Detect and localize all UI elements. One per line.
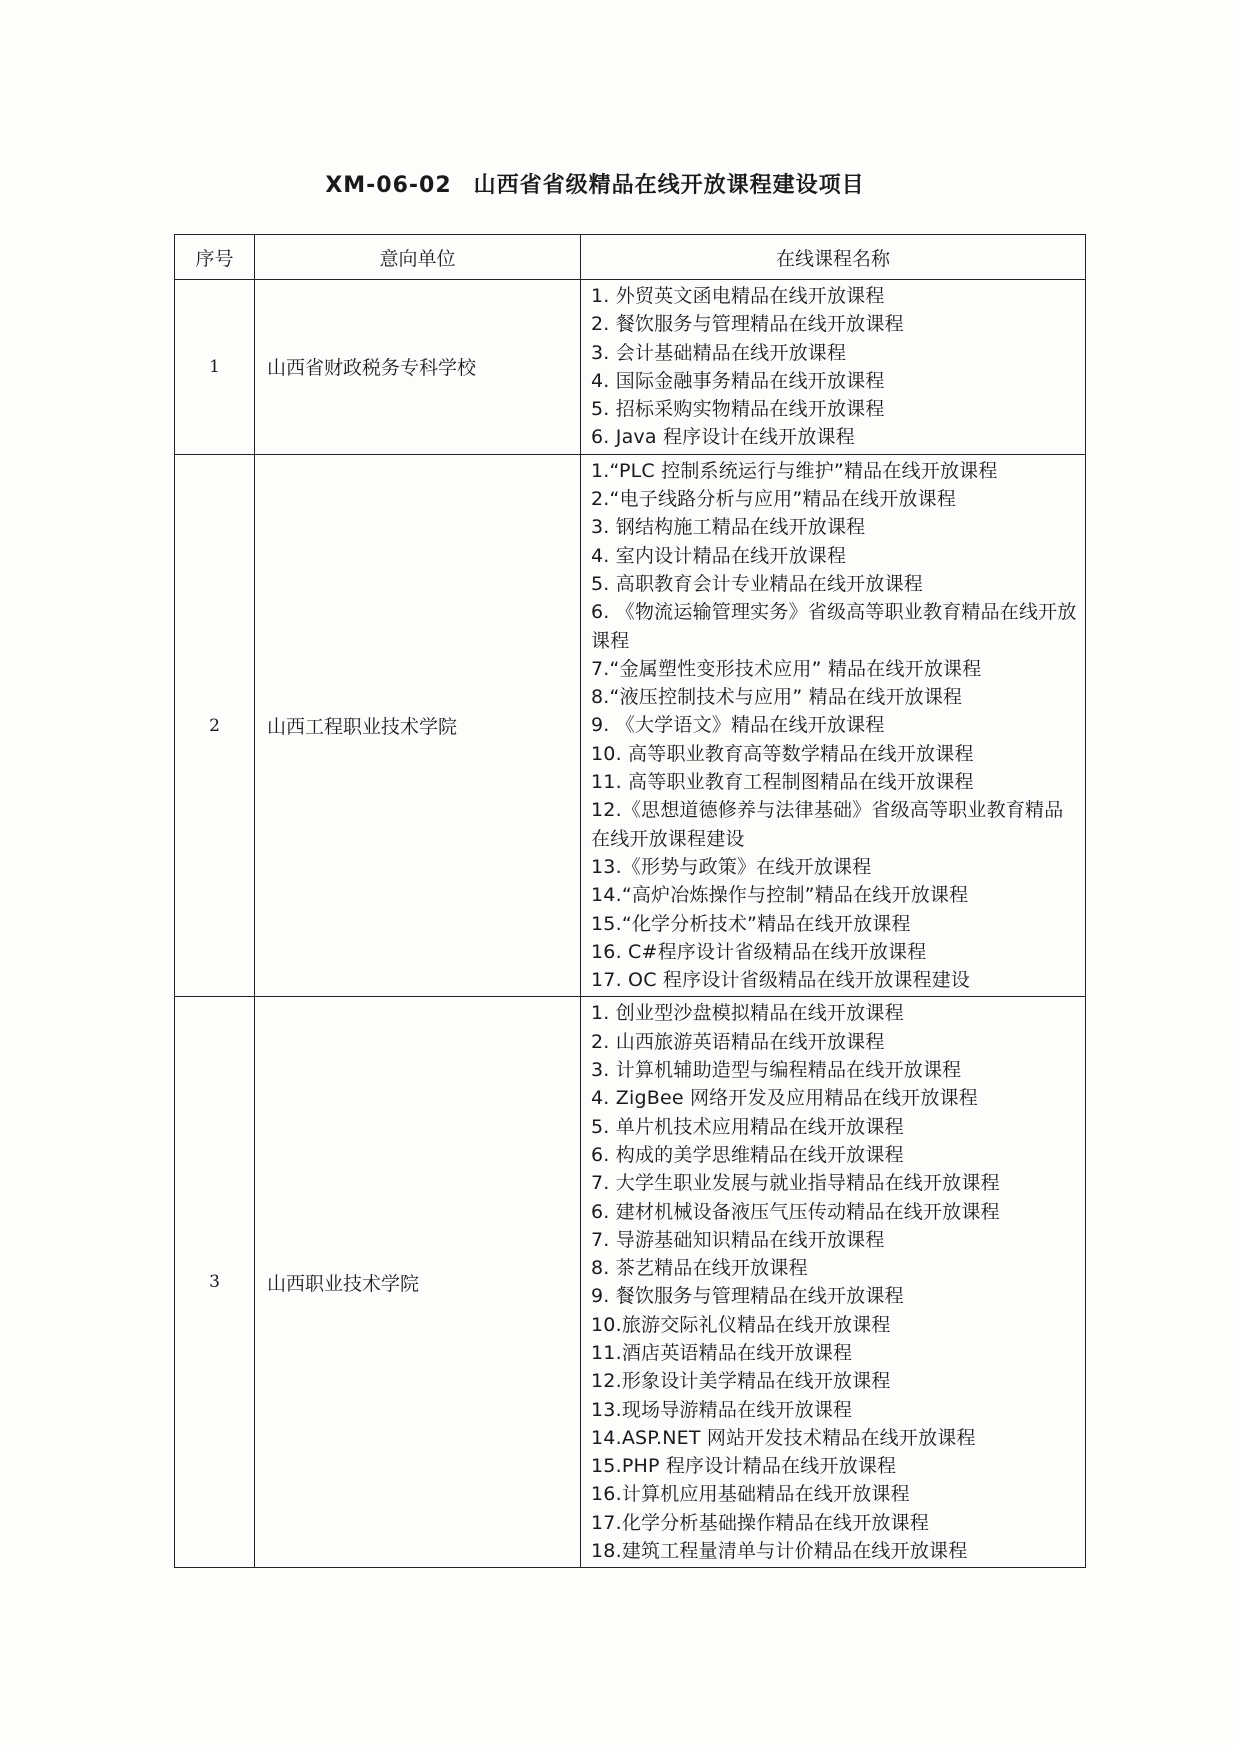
- row-number: 2: [175, 454, 255, 997]
- course-item: 10. 高等职业教育高等数学精品在线开放课程: [591, 742, 974, 765]
- course-item: 7. 大学生职业发展与就业指导精品在线开放课程: [591, 1172, 1000, 1195]
- course-item: 17. OC 程序设计省级精品在线开放课程建设: [591, 969, 971, 992]
- course-item: 6. 构成的美学思维精品在线开放课程: [591, 1143, 904, 1166]
- course-list: [591, 457, 1081, 995]
- title-code: XM-06-02: [325, 173, 452, 198]
- course-item: 1.“PLC 控制系统运行与维护”精品在线开放课程: [591, 459, 998, 482]
- page-title: [0, 168, 1190, 199]
- course-item: 10.旅游交际礼仪精品在线开放课程: [591, 1313, 891, 1336]
- course-item: 18.建筑工程量清单与计价精品在线开放课程: [591, 1540, 968, 1563]
- course-item: 9. 《大学语文》精品在线开放课程: [591, 714, 885, 737]
- row-number: 1: [175, 280, 255, 455]
- course-item: 7. 导游基础知识精品在线开放课程: [591, 1228, 885, 1251]
- course-item: 8.“液压控制技术与应用” 精品在线开放课程: [591, 686, 963, 709]
- table-row: [175, 280, 1086, 455]
- project-table: [174, 234, 1086, 1568]
- course-item: 6. 建材机械设备液压气压传动精品在线开放课程: [591, 1200, 1000, 1223]
- course-item: 5. 高职教育会计专业精品在线开放课程: [591, 572, 923, 595]
- unit-name: 山西职业技术学院: [255, 997, 581, 1568]
- course-item: 2. 山西旅游英语精品在线开放课程: [591, 1030, 885, 1053]
- table-row: [175, 997, 1086, 1568]
- course-item: 11. 高等职业教育工程制图精品在线开放课程: [591, 771, 974, 794]
- course-item: 12.《思想道德修养与法律基础》省级高等职业教育精品在线开放课程建设: [591, 799, 1064, 850]
- course-item: 3. 会计基础精品在线开放课程: [591, 341, 847, 364]
- course-item: 6. 《物流运输管理实务》省级高等职业教育精品在线开放课程: [591, 601, 1077, 652]
- course-list-cell: [581, 997, 1086, 1568]
- course-item: 14.“高炉冶炼操作与控制”精品在线开放课程: [591, 884, 969, 907]
- course-list: [591, 282, 1081, 452]
- course-item: 15.PHP 程序设计精品在线开放课程: [591, 1455, 897, 1478]
- course-item: 11.酒店英语精品在线开放课程: [591, 1341, 853, 1364]
- course-list-cell: [581, 280, 1086, 455]
- course-item: 13.现场导游精品在线开放课程: [591, 1398, 853, 1421]
- course-item: 12.形象设计美学精品在线开放课程: [591, 1370, 891, 1393]
- title-text: 山西省省级精品在线开放课程建设项目: [473, 173, 865, 198]
- course-item: 4. ZigBee 网络开发及应用精品在线开放课程: [591, 1087, 978, 1110]
- course-item: 16.计算机应用基础精品在线开放课程: [591, 1483, 910, 1506]
- table-header-row: [175, 235, 1086, 280]
- course-item: 1. 外贸英文函电精品在线开放课程: [591, 285, 885, 307]
- unit-name: 山西省财政税务专科学校: [255, 280, 581, 455]
- course-list-cell: [581, 454, 1086, 997]
- table-row: [175, 454, 1086, 997]
- course-item: 5. 单片机技术应用精品在线开放课程: [591, 1115, 904, 1138]
- header-course: 在线课程名称: [581, 235, 1086, 280]
- course-item: 15.“化学分析技术”精品在线开放课程: [591, 912, 911, 935]
- course-item: 16. C#程序设计省级精品在线开放课程: [591, 940, 927, 963]
- course-item: 2.“电子线路分析与应用”精品在线开放课程: [591, 488, 957, 511]
- course-list: [591, 999, 1081, 1565]
- course-item: 17.化学分析基础操作精品在线开放课程: [591, 1511, 930, 1534]
- header-no: 序号: [175, 235, 255, 280]
- course-item: 8. 茶艺精品在线开放课程: [591, 1257, 808, 1280]
- course-item: 4. 国际金融事务精品在线开放课程: [591, 369, 885, 392]
- course-item: 5. 招标采购实物精品在线开放课程: [591, 398, 885, 421]
- header-unit: 意向单位: [255, 235, 581, 280]
- course-item: 2. 餐饮服务与管理精品在线开放课程: [591, 313, 904, 336]
- course-item: 3. 计算机辅助造型与编程精品在线开放课程: [591, 1059, 962, 1082]
- course-item: 3. 钢结构施工精品在线开放课程: [591, 516, 866, 539]
- course-item: 13.《形势与政策》在线开放课程: [591, 855, 872, 878]
- course-item: 7.“金属塑性变形技术应用” 精品在线开放课程: [591, 657, 982, 680]
- course-item: 6. Java 程序设计在线开放课程: [591, 426, 855, 449]
- course-item: 14.ASP.NET 网站开发技术精品在线开放课程: [591, 1426, 976, 1449]
- row-number: 3: [175, 997, 255, 1568]
- course-item: 9. 餐饮服务与管理精品在线开放课程: [591, 1285, 904, 1308]
- unit-name: 山西工程职业技术学院: [255, 454, 581, 997]
- course-item: 4. 室内设计精品在线开放课程: [591, 544, 847, 567]
- course-item: 1. 创业型沙盘模拟精品在线开放课程: [591, 1002, 904, 1025]
